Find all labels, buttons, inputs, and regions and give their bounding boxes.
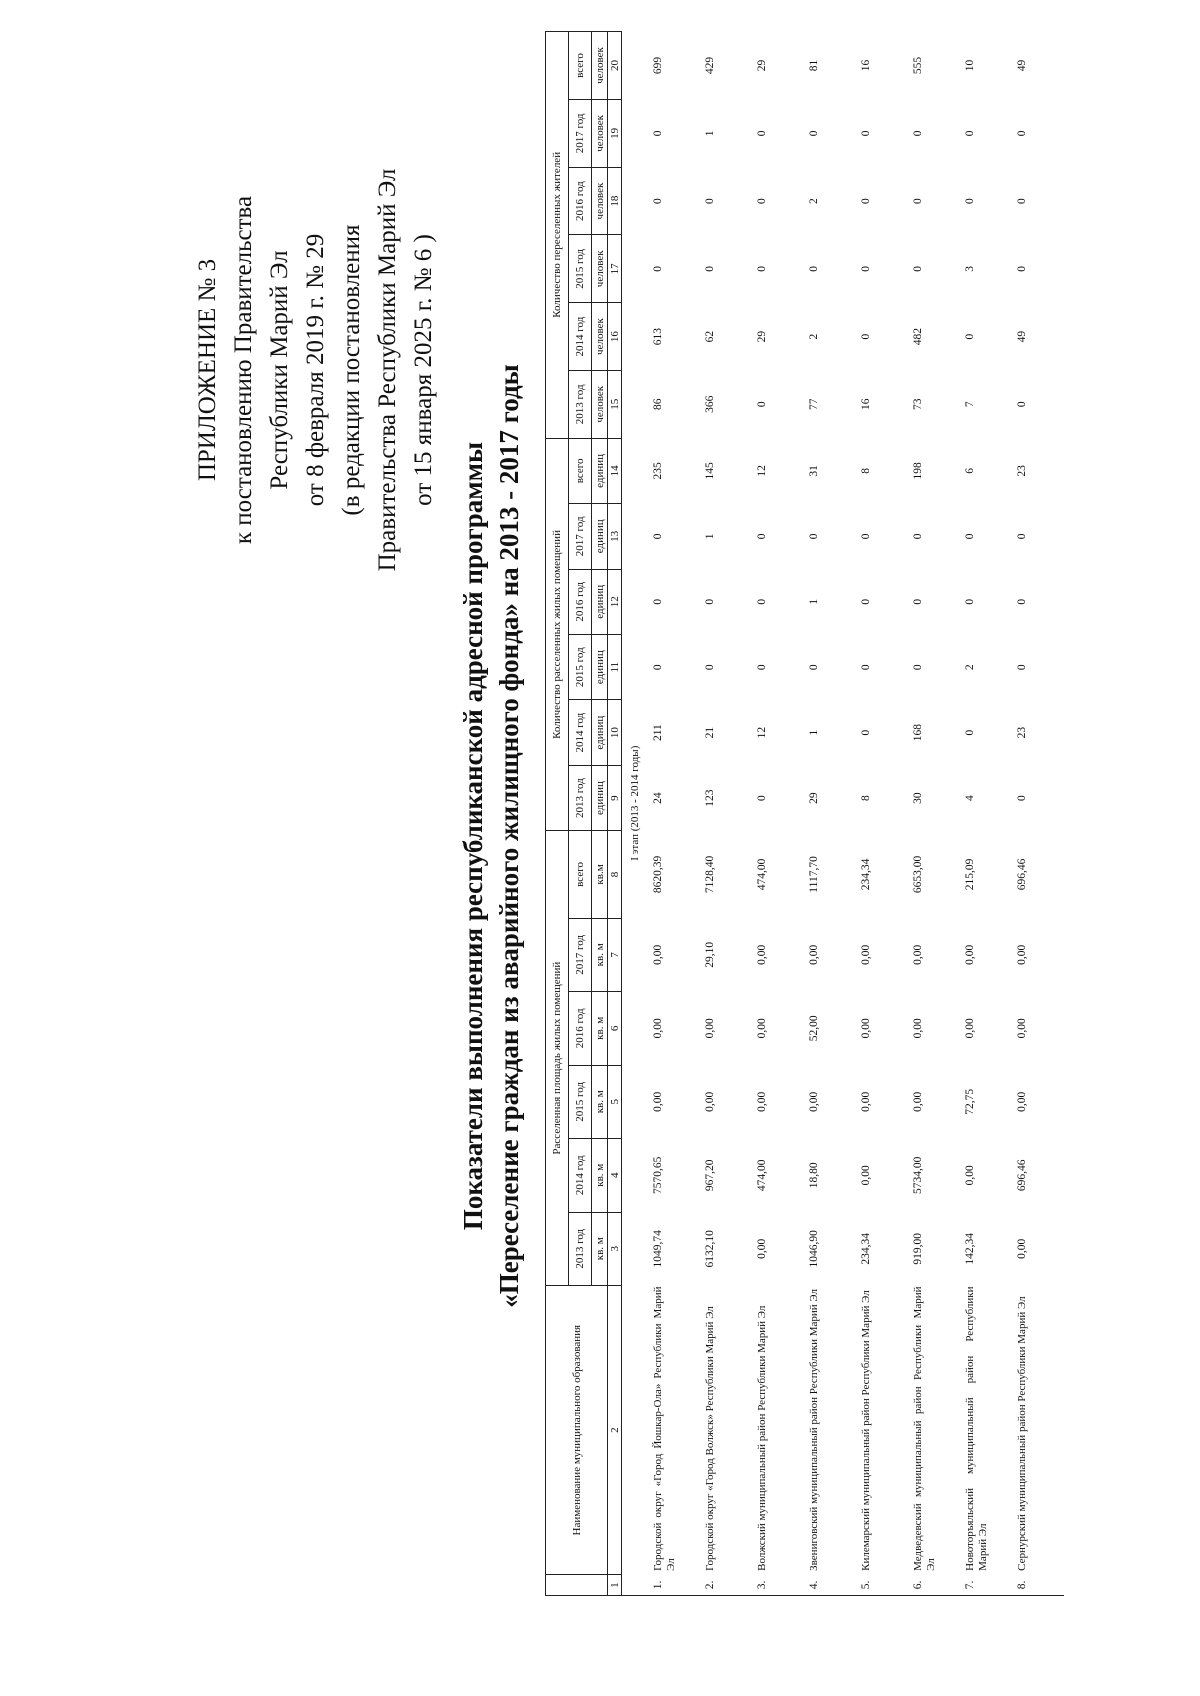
table-row [1012,32,1064,1596]
people-cell: 0 [808,130,820,137]
area-cell: 0,00 [860,944,872,965]
units-cell: 12 [756,726,768,739]
total-header: всего [569,831,592,918]
area-cell: 0,00 [860,1091,872,1112]
unit-header: человек [592,370,608,438]
unit-header: кв. м [592,1212,608,1285]
units-cell: 168 [912,724,924,742]
units-cell: 0 [756,795,768,801]
people-cell: 0 [652,265,664,272]
units-cell: 123 [704,789,716,807]
area-cell: 967,20 [704,1159,716,1192]
area-cell: 474,00 [756,1159,768,1192]
area-cell: 0,00 [808,1091,820,1112]
people-cell: 699 [652,56,664,75]
units-cell: 0 [652,533,664,540]
units-cell: 30 [912,792,924,804]
title-line: Показатели выполнения республиканской адресной программы [458,441,488,1231]
people-cell: 77 [808,398,820,411]
table-row [960,32,1012,1596]
area-cell: 1046,90 [808,1230,820,1268]
units-cell: 12 [756,465,768,477]
area-cell: 0,00 [756,1091,768,1112]
municipality-name: Новоторъяльский муниципальный район Республики Марий Эл [964,1286,989,1571]
group-area-header: Расселенная площадь жилых помещений [546,831,569,1286]
column-number: 18 [608,167,622,235]
column-number-row [608,32,622,1596]
unit-header: кв.м [592,831,608,918]
people-cell: 429 [704,56,716,75]
year-header: 2013 год [569,765,592,830]
people-cell: 16 [860,398,872,411]
units-cell: 1 [808,598,820,605]
unit-header: человек [592,99,608,167]
unit-header: человек [592,167,608,235]
people-cell: 482 [912,327,924,346]
area-cell: 0,00 [756,1018,768,1039]
people-cell: 0 [756,198,768,204]
municipality-name: Городской округ «Город Йошкар-Ола» Республики Марий Эл [652,1286,677,1571]
column-number: 7 [608,918,622,991]
units-cell: 0 [912,664,924,671]
table-row [804,32,856,1596]
people-cell: 0 [652,198,664,204]
area-cell: 234,34 [860,858,872,891]
units-cell: 23 [1016,726,1028,739]
unit-header: человек [592,303,608,371]
people-cell: 0 [756,130,768,137]
units-cell: 29 [808,792,820,804]
column-number: 1 [608,1575,622,1596]
units-cell: 235 [652,462,664,480]
people-cell: 0 [652,130,664,137]
row-number: 1. [648,1575,700,1596]
area-cell: 0,00 [1016,1091,1028,1112]
municipality-name: Звениговский муниципальный район Республики Марий Эл [808,1289,820,1571]
year-header: 2015 год [569,634,592,699]
people-cell: 3 [964,265,976,272]
appendix-line: к постановлению Правительства [230,195,257,545]
column-number: 5 [608,1065,622,1138]
people-cell: 2 [808,333,820,340]
row-number: 5. [856,1575,908,1596]
year-header: 2014 год [569,303,592,371]
area-cell: 0,00 [704,1091,716,1112]
people-cell: 0 [912,265,924,272]
people-cell: 16 [860,59,872,72]
units-cell: 0 [964,729,976,736]
people-cell: 0 [1016,130,1028,137]
units-cell: 0 [1016,598,1028,605]
people-cell: 0 [964,130,976,137]
area-cell: 919,00 [912,1232,924,1265]
units-cell: 211 [652,724,664,742]
total-header: всего [569,32,592,100]
people-cell: 0 [704,265,716,272]
area-cell: 0,00 [652,1018,664,1039]
people-cell: 0 [704,198,716,204]
area-cell: 0,00 [912,1018,924,1039]
row-number: 6. [908,1575,960,1596]
results-table [545,31,1064,1596]
people-cell: 366 [704,395,716,413]
people-cell: 0 [860,265,872,272]
people-cell: 0 [1016,265,1028,272]
column-number: 15 [608,370,622,438]
people-cell: 29 [756,59,768,72]
units-cell: 8 [860,795,872,801]
people-cell: 49 [1016,59,1028,72]
area-cell: 0,00 [756,944,768,965]
unit-header: кв. м [592,992,608,1065]
units-cell: 0 [808,533,820,540]
area-cell: 7570,65 [652,1156,664,1194]
column-number: 19 [608,99,622,167]
people-cell: 0 [912,198,924,204]
row-number: 7. [960,1575,1012,1596]
appendix-line: Правительства Республики Марий Эл [374,168,401,572]
col-num-header [546,1575,608,1596]
units-cell: 0 [808,664,820,671]
people-cell: 0 [1016,401,1028,408]
area-cell: 52,00 [808,1015,820,1042]
appendix-line: от 15 января 2025 г. № 6 ) [410,234,437,506]
area-cell: 0,00 [912,1091,924,1112]
area-cell: 0,00 [964,1018,976,1039]
area-cell: 234,34 [860,1232,872,1265]
people-cell: 29 [756,330,768,343]
units-cell: 6 [964,468,976,474]
units-cell: 23 [1016,465,1028,477]
unit-header: кв. м [592,1139,608,1212]
appendix-line: Республики Марий Эл [266,250,293,490]
area-cell: 1117,70 [808,856,820,893]
column-number: 14 [608,438,622,503]
area-cell: 0,00 [1016,1238,1028,1259]
people-cell: 2 [808,198,820,204]
unit-header: единиц [592,634,608,699]
area-cell: 0,00 [756,1238,768,1259]
units-cell: 0 [756,664,768,671]
stage-spacer [622,1575,649,1596]
group-people-header: Количество переселенных жителей [546,32,569,439]
people-cell: 86 [652,398,664,411]
column-number: 16 [608,303,622,371]
people-cell: 73 [912,398,924,411]
units-cell: 0 [1016,533,1028,540]
units-cell: 2 [964,664,976,671]
unit-header: единиц [592,504,608,569]
people-cell: 0 [1016,198,1028,204]
people-cell: 0 [756,401,768,408]
unit-header: кв. м [592,1065,608,1138]
table-row [700,32,752,1596]
area-cell: 215,09 [964,858,976,891]
table-row [648,32,700,1596]
units-cell: 4 [964,795,976,801]
units-cell: 0 [704,664,716,671]
appendix-title: ПРИЛОЖЕНИЕ № 3 [194,258,221,482]
area-cell: 6653,00 [912,855,924,894]
units-cell: 0 [1016,795,1028,801]
units-cell: 24 [652,792,664,804]
area-cell: 5734,00 [912,1156,924,1194]
unit-header: кв. м [592,918,608,991]
column-number: 8 [608,831,622,918]
year-header: 2015 год [569,235,592,303]
appendix-line: (в редакции постановления [338,224,365,516]
units-cell: 0 [912,598,924,605]
column-number: 3 [608,1212,622,1285]
column-number: 12 [608,569,622,634]
group-units-header: Количество расселенных жилых помещений [546,438,569,831]
appendix-line: от 8 февраля 2019 г. № 29 [302,233,329,507]
column-number: 2 [608,1286,622,1575]
units-cell: 0 [860,664,872,671]
column-number: 11 [608,634,622,699]
unit-header: человек [592,235,608,303]
unit-header: единиц [592,765,608,830]
year-header: 2017 год [569,504,592,569]
year-header: 2014 год [569,1139,592,1212]
year-header: 2015 год [569,1065,592,1138]
area-cell: 0,00 [964,1165,976,1186]
area-cell: 696,46 [1016,858,1028,891]
area-cell: 142,34 [964,1232,976,1265]
people-cell: 62 [704,330,716,343]
year-header: 2017 год [569,918,592,991]
area-cell: 0,00 [912,944,924,965]
year-header: 2016 год [569,569,592,634]
units-cell: 0 [652,598,664,605]
units-cell: 0 [1016,664,1028,671]
municipality-name: Сернурский муниципальный район Республики Марий Эл [1016,1296,1028,1571]
people-cell: 0 [860,333,872,340]
area-cell: 0,00 [652,1091,664,1112]
units-cell: 145 [704,462,716,480]
units-cell: 0 [756,598,768,605]
column-number: 10 [608,700,622,765]
area-cell: 0,00 [964,944,976,965]
people-cell: 0 [860,130,872,137]
area-cell: 0,00 [704,1018,716,1039]
col-name-header: Наименование муниципального образования [546,1286,608,1575]
column-number: 17 [608,235,622,303]
year-header: 2017 год [569,99,592,167]
people-cell: 555 [912,56,924,75]
total-header: всего [569,438,592,503]
table-row [752,32,804,1596]
stage-label: I этап (2013 - 2014 годы) [629,745,641,861]
people-cell: 7 [964,401,976,408]
unit-header: единиц [592,700,608,765]
area-cell: 8620,39 [652,855,664,894]
table-row [856,32,908,1596]
row-number: 4. [804,1575,856,1596]
area-cell: 696,46 [1016,1159,1028,1192]
year-header: 2013 год [569,1212,592,1285]
row-number: 2. [700,1575,752,1596]
units-cell: 0 [704,598,716,605]
municipality-name: Городской округ «Город Волжск» Республики Марий Эл [704,1306,716,1571]
area-cell: 72,75 [964,1088,976,1115]
units-cell: 31 [808,465,820,477]
year-header: 2014 год [569,700,592,765]
year-header: 2013 год [569,370,592,438]
column-number: 20 [608,32,622,100]
unit-header: единиц [592,438,608,503]
unit-header: единиц [592,569,608,634]
people-cell: 1 [704,130,716,137]
people-cell: 0 [912,130,924,137]
year-header: 2016 год [569,167,592,235]
year-header: 2016 год [569,992,592,1065]
units-cell: 1 [808,729,820,736]
area-cell: 0,00 [1016,944,1028,965]
municipality-name: Килемарский муниципальный район Республики Марий Эл [860,1290,872,1571]
table-row [908,32,960,1596]
units-cell: 0 [860,598,872,605]
people-cell: 0 [964,198,976,204]
document-title [455,126,527,1546]
area-cell: 6132,10 [704,1230,716,1268]
area-cell: 1049,74 [652,1230,664,1268]
area-cell: 29,10 [704,941,716,968]
area-cell: 0,00 [860,1018,872,1039]
appendix-block [190,110,442,630]
units-cell: 0 [860,729,872,736]
people-cell: 0 [964,333,976,340]
units-cell: 0 [860,533,872,540]
area-cell: 0,00 [860,1165,872,1186]
row-number: 8. [1012,1575,1064,1596]
people-cell: 0 [808,265,820,272]
area-cell: 0,00 [1016,1018,1028,1039]
area-cell: 474,00 [756,858,768,891]
unit-header: человек [592,32,608,100]
area-cell: 0,00 [808,944,820,965]
units-cell: 0 [912,533,924,540]
people-cell: 613 [652,327,664,346]
row-number: 3. [752,1575,804,1596]
municipality-name: Волжский муниципальный район Республики Марий Эл [756,1305,768,1571]
area-cell: 7128,40 [704,855,716,894]
area-cell: 18,80 [808,1162,820,1189]
units-cell: 198 [912,462,924,480]
units-cell: 0 [964,533,976,540]
column-number: 6 [608,992,622,1065]
units-cell: 0 [756,533,768,540]
people-cell: 0 [756,265,768,272]
people-cell: 81 [808,59,820,72]
column-number: 4 [608,1139,622,1212]
column-number: 13 [608,504,622,569]
column-number: 9 [608,765,622,830]
municipality-name: Медведевский муниципальный район Республики Марий Эл [912,1286,937,1571]
area-cell: 0,00 [652,944,664,965]
title-line: «Переселение граждан из аварийного жилищного фонда» на 2013 - 2017 годы [494,364,524,1308]
units-cell: 0 [964,598,976,605]
people-cell: 49 [1016,330,1028,343]
units-cell: 21 [704,726,716,739]
units-cell: 8 [860,468,872,474]
people-cell: 0 [860,198,872,204]
people-cell: 10 [964,59,976,72]
units-cell: 1 [704,533,716,540]
units-cell: 0 [652,664,664,671]
